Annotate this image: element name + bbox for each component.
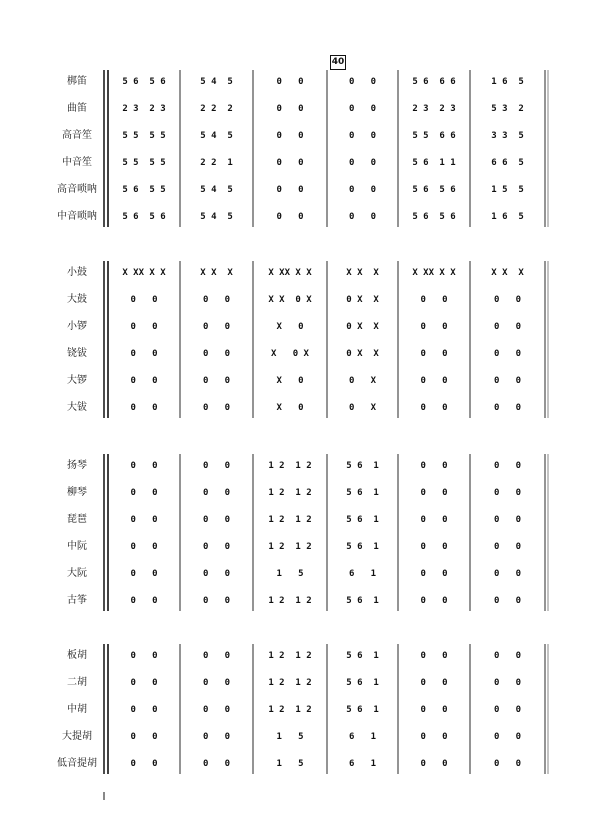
instrument-label: 中胡 bbox=[67, 704, 87, 715]
measure-notes: 0 0 bbox=[348, 212, 377, 222]
measure-notes: 0 0 bbox=[420, 376, 448, 386]
measure-notes: 1 2 1 2 bbox=[268, 705, 312, 715]
measure-notes: 0 0 bbox=[420, 461, 448, 471]
instrument-label: 中音笙 bbox=[62, 157, 92, 168]
measure-notes: 0 0 bbox=[348, 158, 377, 168]
instrument-label: 小鼓 bbox=[67, 267, 87, 278]
measure-notes: 0 0 bbox=[493, 759, 522, 769]
measure-notes: 0 0 bbox=[420, 542, 448, 552]
measure-notes: 0 0 bbox=[130, 542, 158, 552]
measure-notes: X XX X X bbox=[412, 268, 456, 278]
measure-notes: 0 0 bbox=[202, 376, 231, 386]
measure-notes: 2 3 2 3 bbox=[122, 104, 166, 114]
measure-notes: 5 4 5 bbox=[200, 77, 233, 87]
measure-notes: 0 0 bbox=[130, 376, 158, 386]
instrument-label: 大提胡 bbox=[62, 731, 92, 742]
measure-notes: 0 X X bbox=[346, 295, 379, 305]
measure-notes: 0 0 bbox=[202, 542, 231, 552]
measure-notes: 6 1 bbox=[348, 569, 377, 579]
measure-notes: 0 0 bbox=[493, 295, 522, 305]
instrument-label: 小锣 bbox=[67, 321, 87, 332]
measure-notes: 0 0 bbox=[130, 569, 158, 579]
measure-notes: 0 0 bbox=[130, 322, 158, 332]
measure-notes: 0 X bbox=[348, 403, 377, 413]
measure-notes: 0 0 bbox=[130, 461, 158, 471]
measure-notes: X 0 X bbox=[271, 349, 309, 359]
measure-notes: 0 0 bbox=[493, 461, 522, 471]
measure-notes: 0 0 bbox=[420, 678, 448, 688]
measure-notes: 0 X X bbox=[346, 322, 379, 332]
measure-notes: 2 3 2 3 bbox=[412, 104, 456, 114]
instrument-label: 曲笛 bbox=[67, 103, 87, 114]
measure-notes: 0 0 bbox=[420, 569, 448, 579]
measure-notes: 0 0 bbox=[130, 759, 158, 769]
measure-notes: 5 6 6 6 bbox=[412, 77, 456, 87]
measure-notes: 5 6 5 6 bbox=[412, 212, 456, 222]
measure-notes: 0 0 bbox=[348, 77, 377, 87]
measure-notes: 0 X bbox=[348, 376, 377, 386]
measure-notes: 0 0 bbox=[420, 651, 448, 661]
measure-notes: X X X bbox=[491, 268, 524, 278]
instrument-label: 板胡 bbox=[67, 650, 87, 661]
measure-notes: 0 0 bbox=[130, 515, 158, 525]
measure-notes: 6 6 5 bbox=[491, 158, 524, 168]
instrument-label: 高音笙 bbox=[62, 130, 92, 141]
instrument-label: 扬琴 bbox=[67, 460, 87, 471]
measure-notes: 0 0 bbox=[276, 185, 304, 195]
measure-notes: 0 0 bbox=[420, 705, 448, 715]
measure-notes: 0 0 bbox=[276, 77, 304, 87]
measure-notes: 0 0 bbox=[493, 596, 522, 606]
measure-notes: 1 5 bbox=[276, 732, 304, 742]
measure-notes: 5 6 5 6 bbox=[412, 185, 456, 195]
measure-notes: X XX X X bbox=[122, 268, 166, 278]
measure-notes: 0 0 bbox=[202, 569, 231, 579]
measure-notes: 5 6 1 bbox=[346, 488, 379, 498]
measure-notes: 1 2 1 2 bbox=[268, 542, 312, 552]
measure-notes: 0 0 bbox=[202, 678, 231, 688]
measure-notes: 0 0 bbox=[202, 488, 231, 498]
measure-notes: 2 2 2 bbox=[200, 104, 233, 114]
measure-notes: 5 6 1 bbox=[346, 596, 379, 606]
measure-notes: 0 0 bbox=[493, 542, 522, 552]
measure-notes: 6 1 bbox=[348, 759, 377, 769]
measure-notes: 1 6 5 bbox=[491, 212, 524, 222]
measure-notes: 0 0 bbox=[493, 678, 522, 688]
measure-notes: X X 0 X bbox=[268, 295, 312, 305]
measure-notes: 0 0 bbox=[130, 488, 158, 498]
measure-notes: 0 0 bbox=[420, 403, 448, 413]
measure-notes: 0 0 bbox=[420, 732, 448, 742]
instrument-label: 琵琶 bbox=[67, 514, 87, 525]
measure-notes: 0 0 bbox=[420, 322, 448, 332]
measure-notes: 0 0 bbox=[130, 596, 158, 606]
measure-notes: 5 6 1 1 bbox=[412, 158, 456, 168]
measure-notes: X 0 bbox=[276, 322, 304, 332]
measure-notes: 0 0 bbox=[420, 596, 448, 606]
measure-notes: 0 0 bbox=[202, 403, 231, 413]
measure-notes: 5 5 5 5 bbox=[122, 158, 166, 168]
measure-notes: 0 0 bbox=[202, 651, 231, 661]
measure-notes: 0 0 bbox=[276, 158, 304, 168]
measure-notes: 5 4 5 bbox=[200, 131, 233, 141]
measure-notes: 0 0 bbox=[202, 322, 231, 332]
measure-notes: X 0 bbox=[276, 376, 304, 386]
page-number: 40 bbox=[330, 55, 346, 70]
measure-notes: 0 0 bbox=[493, 705, 522, 715]
instrument-label: 二胡 bbox=[67, 677, 87, 688]
measure-notes: 0 0 bbox=[493, 732, 522, 742]
measure-notes: 0 0 bbox=[493, 403, 522, 413]
measure-notes: 0 0 bbox=[202, 759, 231, 769]
measure-notes: 5 4 5 bbox=[200, 185, 233, 195]
measure-notes: 5 6 5 5 bbox=[122, 185, 166, 195]
instrument-label: 大阮 bbox=[67, 568, 87, 579]
measure-notes: 0 0 bbox=[420, 515, 448, 525]
measure-notes: 1 2 1 2 bbox=[268, 461, 312, 471]
measure-notes: 0 0 bbox=[130, 705, 158, 715]
instrument-label: 高音唢呐 bbox=[57, 184, 97, 195]
measure-notes: 0 0 bbox=[348, 185, 377, 195]
measure-notes: 0 0 bbox=[493, 488, 522, 498]
measure-notes: 0 0 bbox=[420, 349, 448, 359]
measure-notes: 5 6 1 bbox=[346, 515, 379, 525]
measure-notes: 0 0 bbox=[130, 403, 158, 413]
measure-notes: 5 6 5 6 bbox=[122, 77, 166, 87]
measure-notes: 1 5 5 bbox=[491, 185, 524, 195]
measure-notes: 0 0 bbox=[130, 732, 158, 742]
measure-notes: X X X bbox=[346, 268, 379, 278]
measure-notes: 0 0 bbox=[348, 104, 377, 114]
measure-notes: 0 0 bbox=[420, 488, 448, 498]
measure-notes: 0 0 bbox=[130, 651, 158, 661]
instrument-label: 梆笛 bbox=[67, 76, 87, 87]
measure-notes: 1 5 bbox=[276, 759, 304, 769]
measure-notes: 0 0 bbox=[202, 515, 231, 525]
measure-notes: 1 6 5 bbox=[491, 77, 524, 87]
instrument-label: 中音唢呐 bbox=[57, 211, 97, 222]
instrument-label: 铙钹 bbox=[67, 348, 87, 359]
measure-notes: 0 0 bbox=[348, 131, 377, 141]
measure-notes: 0 0 bbox=[276, 212, 304, 222]
measure-notes: 5 6 1 bbox=[346, 705, 379, 715]
measure-notes: 0 0 bbox=[493, 651, 522, 661]
measure-notes: X X X bbox=[200, 268, 233, 278]
measure-notes: 5 5 5 5 bbox=[122, 131, 166, 141]
measure-notes: 6 1 bbox=[348, 732, 377, 742]
instrument-label: 古筝 bbox=[67, 595, 87, 606]
measure-notes: 0 0 bbox=[420, 759, 448, 769]
measure-notes: 0 0 bbox=[276, 104, 304, 114]
instrument-label: 大鼓 bbox=[67, 294, 87, 305]
measure-notes: 0 0 bbox=[130, 349, 158, 359]
measure-notes: 0 0 bbox=[493, 515, 522, 525]
measure-notes: 0 X X bbox=[346, 349, 379, 359]
measure-notes: 0 0 bbox=[493, 349, 522, 359]
measure-notes: 0 0 bbox=[493, 569, 522, 579]
measure-notes: 1 2 1 2 bbox=[268, 678, 312, 688]
measure-notes: X XX X X bbox=[268, 268, 312, 278]
instrument-label: 柳琴 bbox=[67, 487, 87, 498]
measure-notes: 0 0 bbox=[202, 732, 231, 742]
instrument-label: 大锣 bbox=[67, 375, 87, 386]
measure-notes: X 0 bbox=[276, 403, 304, 413]
measure-notes: 5 3 2 bbox=[491, 104, 524, 114]
measure-notes: 1 2 1 2 bbox=[268, 596, 312, 606]
measure-notes: 0 0 bbox=[202, 295, 231, 305]
measure-notes: 5 6 1 bbox=[346, 678, 379, 688]
measure-notes: 0 0 bbox=[202, 596, 231, 606]
measure-notes: 5 6 1 bbox=[346, 651, 379, 661]
measure-notes: 2 2 1 bbox=[200, 158, 233, 168]
measure-notes: 0 0 bbox=[420, 295, 448, 305]
measure-notes: 1 5 bbox=[276, 569, 304, 579]
measure-notes: 5 6 1 bbox=[346, 542, 379, 552]
measure-notes: 1 2 1 2 bbox=[268, 488, 312, 498]
measure-notes: 0 0 bbox=[202, 461, 231, 471]
measure-notes: 5 6 5 6 bbox=[122, 212, 166, 222]
instrument-label: 中阮 bbox=[67, 541, 87, 552]
measure-notes: 1 2 1 2 bbox=[268, 651, 312, 661]
instrument-label: 大钹 bbox=[67, 402, 87, 413]
measure-notes: 5 6 1 bbox=[346, 461, 379, 471]
measure-notes: 0 0 bbox=[130, 295, 158, 305]
measure-notes: 0 0 bbox=[493, 376, 522, 386]
instrument-label: 低音提胡 bbox=[57, 758, 97, 769]
measure-notes: 3 3 5 bbox=[491, 131, 524, 141]
measure-notes: 1 2 1 2 bbox=[268, 515, 312, 525]
measure-notes: 0 0 bbox=[493, 322, 522, 332]
measure-notes: 5 4 5 bbox=[200, 212, 233, 222]
measure-notes: 0 0 bbox=[276, 131, 304, 141]
measure-notes: 0 0 bbox=[130, 678, 158, 688]
measure-notes: 5 5 6 6 bbox=[412, 131, 456, 141]
measure-notes: 0 0 bbox=[202, 705, 231, 715]
measure-notes: 0 0 bbox=[202, 349, 231, 359]
